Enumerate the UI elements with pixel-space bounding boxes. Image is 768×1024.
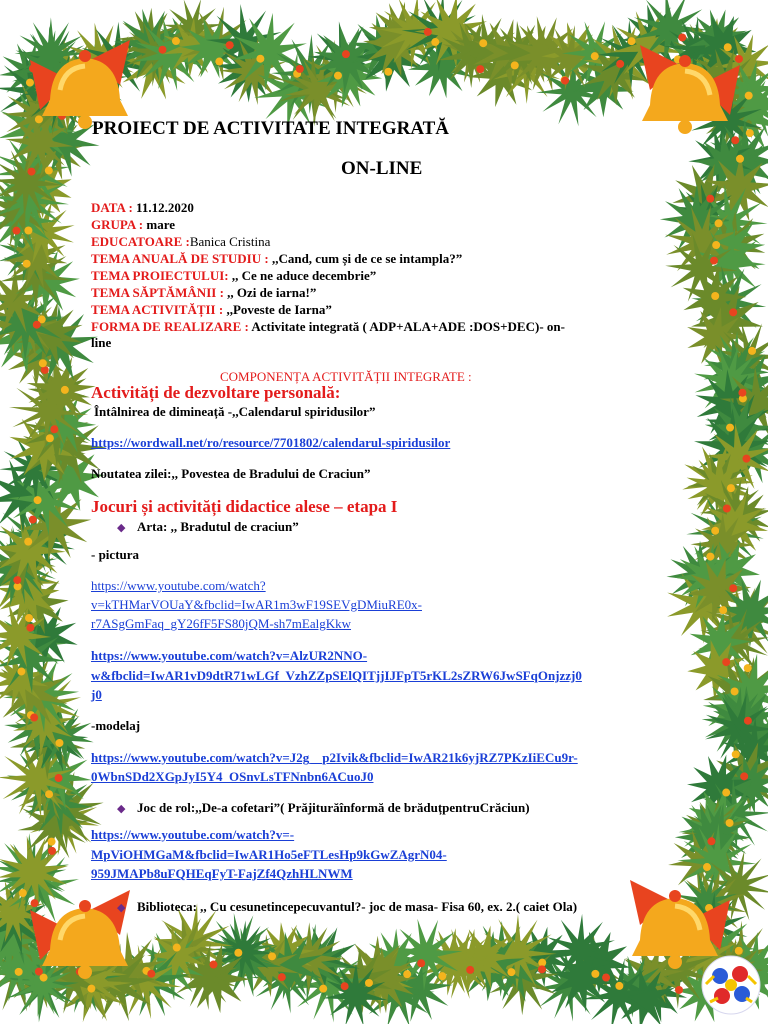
page-subtitle: ON-LINE: [341, 158, 423, 179]
youtube-link-2-line-2[interactable]: w&fbclid=IwAR1vD9dtR71wLGf_VzhZZpSElQITjjIJFpT5rKL2sZRW6JwSFqOnjzzj0: [91, 668, 582, 683]
info-group: GRUPA : mare: [91, 217, 176, 232]
adp-heading: Activități de dezvoltare personală:: [91, 383, 341, 402]
art-item: ◆ Arta: ,, Bradutul de craciun”: [117, 519, 299, 534]
info-activity-theme: TEMA ACTIVITĂȚII : ,,Poveste de Iarna”: [91, 302, 332, 317]
modeling-label: -modelaj: [91, 718, 141, 733]
adp-item: Întâlnirea de dimineață -,,Calendarul spiridusilor”: [94, 404, 376, 419]
youtube-link-2-line-1[interactable]: https://www.youtube.com/watch?v=AlzUR2NNO-: [91, 648, 368, 663]
youtube-link-1-line-3[interactable]: r7ASgGmFaq_gY26fF5FS80jQM-sh7mEalgKkw: [91, 616, 352, 631]
library-item: ◆ Biblioteca: ,, Cu cesunetincepecuvantul?- joc de masa- Fisa 60, ex. 2.( caiet Ola): [117, 899, 578, 914]
info-project-theme: TEMA PROIECTULUI: ,, Ce ne aduce decembrie”: [91, 268, 377, 283]
info-form-continued: line: [91, 335, 112, 350]
components-heading: COMPONENȚA ACTIVITĂȚII INTEGRATE :: [220, 369, 472, 384]
adp-link[interactable]: https://wordwall.net/ro/resource/7701802/calendarul-spiridusilor: [91, 435, 451, 450]
info-week-theme: TEMA SĂPTĂMÂNII : ,, Ozi de iarna!”: [91, 285, 317, 300]
info-annual-theme: TEMA ANUALĂ DE STUDIU : ,,Cand, cum și de ce se intampla?”: [91, 251, 463, 266]
news-of-the-day: Noutatea zilei:,, Povestea de Bradului de Craciun”: [91, 466, 371, 481]
youtube-link-1-line-2[interactable]: v=kTHMarVOUaY&fbclid=IwAR1m3wF19SEVgDMiuRE0x-: [91, 597, 422, 612]
painting-label: - pictura: [91, 547, 140, 562]
youtube-link-2-line-3[interactable]: j0: [91, 687, 102, 702]
info-date: DATA : 11.12.2020: [91, 200, 194, 215]
youtube-link-1-line-1[interactable]: https://www.youtube.com/watch?: [91, 578, 266, 593]
roleplay-item: ◆ Joc de rol:,,De-a cofetari”( Prăjiturăînformă de brăduțpentruCrăciun): [117, 800, 530, 815]
youtube-link-4-line-3[interactable]: 959JMAPb8uFQHEqFyT-FajZf4QzhHLNWM: [91, 866, 353, 881]
info-form: FORMA DE REALIZARE : Activitate integrată ( ADP+ALA+ADE :DOS+DEC)- on-: [91, 319, 565, 334]
kindergarten-logo-icon: [700, 954, 762, 1016]
page-title: PROIECT DE ACTIVITATE INTEGRATĂ: [92, 118, 450, 139]
games-heading: Jocuri și activități didactice alese – etapa I: [91, 497, 398, 516]
bullet-icon: ◆: [117, 522, 126, 534]
bullet-icon: ◆: [117, 803, 126, 815]
youtube-link-4-line-1[interactable]: https://www.youtube.com/watch?v=-: [91, 827, 295, 842]
youtube-link-3-line-1[interactable]: https://www.youtube.com/watch?v=J2g__p2Ivik&fbclid=IwAR21k6yjRZ7PKzIiECu9r-: [91, 750, 578, 765]
info-teacher: EDUCATOARE :Banica Cristina: [91, 234, 271, 249]
bullet-icon: ◆: [117, 902, 126, 914]
youtube-link-3-line-2[interactable]: 0WbnSDd2XGpJyI5Y4_OSnvLsTFNnbn6ACuoJ0: [91, 769, 374, 784]
youtube-link-4-line-2[interactable]: MpViOHMGaM&fbclid=IwAR1Ho5eFTLesHp9kGwZAgrN04-: [91, 847, 447, 862]
